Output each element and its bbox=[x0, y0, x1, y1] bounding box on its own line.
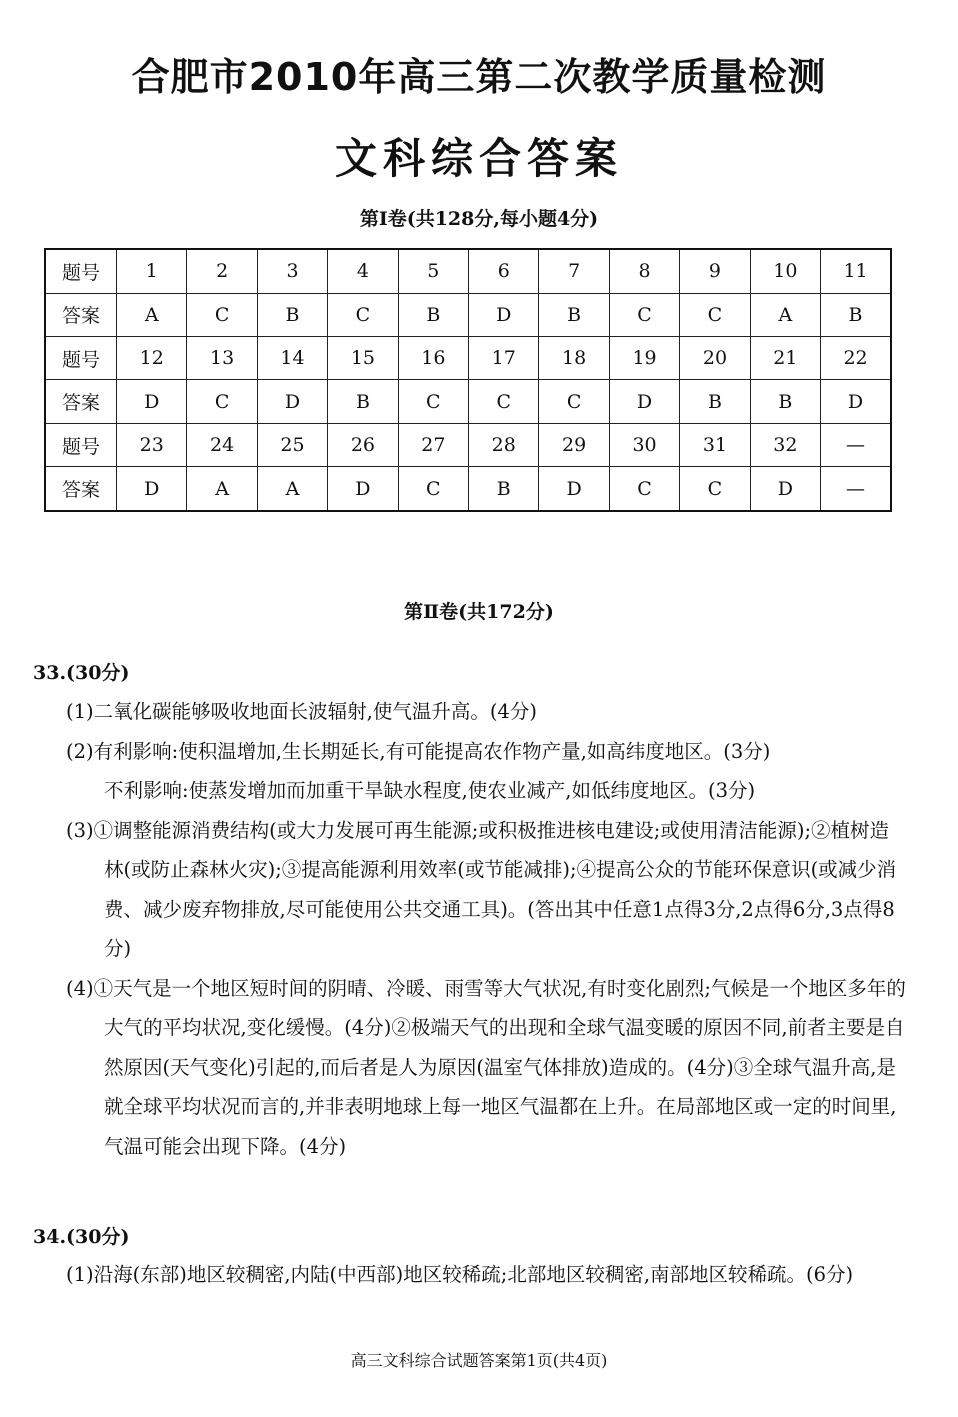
table-cell: B bbox=[328, 380, 398, 423]
q33-answer-2-favorable: (2)有利影响:使积温增加,生长期延长,有可能提高农作物产量,如高纬度地区。(3分) bbox=[66, 739, 771, 763]
table-cell: 26 bbox=[328, 423, 398, 466]
q34-answer-1: (1)沿海(东部)地区较稠密,内陆(中西部)地区较稀疏;北部地区较稠密,南部地区较稀疏。(6分) bbox=[66, 1263, 854, 1286]
row-label: 题号 bbox=[45, 249, 117, 293]
table-cell: D bbox=[257, 380, 327, 423]
table-cell: A bbox=[187, 467, 257, 511]
page-footer: 高三文科综合试题答案第1页(共4页) bbox=[350, 1351, 608, 1370]
table-cell: B bbox=[469, 467, 539, 511]
table-cell: 21 bbox=[750, 337, 820, 380]
table-cell: 8 bbox=[609, 249, 679, 293]
table-cell: B bbox=[680, 380, 750, 423]
table-cell: 20 bbox=[680, 337, 750, 380]
table-cell: 23 bbox=[117, 423, 187, 466]
page-subtitle: 文科综合答案 bbox=[334, 134, 623, 183]
table-cell: 2 bbox=[187, 249, 257, 293]
table-cell: C bbox=[680, 293, 750, 336]
table-cell: C bbox=[680, 467, 750, 511]
table-cell: 30 bbox=[609, 423, 679, 466]
row-label: 题号 bbox=[45, 337, 117, 380]
table-cell: 15 bbox=[328, 337, 398, 380]
answer-table bbox=[44, 248, 892, 512]
table-cell: A bbox=[117, 293, 187, 336]
table-cell: 32 bbox=[750, 423, 820, 466]
table-cell: — bbox=[821, 423, 891, 466]
table-cell: C bbox=[539, 380, 609, 423]
table-cell: 10 bbox=[750, 249, 820, 293]
table-cell: 1 bbox=[117, 249, 187, 293]
table-cell: — bbox=[821, 467, 891, 511]
table-row bbox=[45, 293, 891, 336]
table-cell: 18 bbox=[539, 337, 609, 380]
part1-heading: 第Ⅰ卷(共128分,每小题4分) bbox=[359, 208, 599, 230]
table-cell: D bbox=[117, 380, 187, 423]
row-label: 答案 bbox=[45, 380, 117, 423]
table-cell: C bbox=[187, 380, 257, 423]
table-cell: D bbox=[328, 467, 398, 511]
table-cell: B bbox=[539, 293, 609, 336]
row-label: 答案 bbox=[45, 467, 117, 511]
q34-answers bbox=[66, 1255, 908, 1295]
table-cell: A bbox=[257, 467, 327, 511]
table-cell: 6 bbox=[469, 249, 539, 293]
table-cell: 19 bbox=[609, 337, 679, 380]
table-cell: A bbox=[750, 293, 820, 336]
table-cell: 14 bbox=[257, 337, 327, 380]
table-cell: 12 bbox=[117, 337, 187, 380]
table-cell: 17 bbox=[469, 337, 539, 380]
table-cell: B bbox=[750, 380, 820, 423]
table-cell: 11 bbox=[821, 249, 891, 293]
table-cell: 22 bbox=[821, 337, 891, 380]
row-label: 题号 bbox=[45, 423, 117, 466]
table-cell: C bbox=[398, 380, 468, 423]
table-cell: D bbox=[609, 380, 679, 423]
q33-answers bbox=[66, 692, 908, 1166]
table-row bbox=[45, 249, 891, 293]
table-cell: D bbox=[539, 467, 609, 511]
table-cell: B bbox=[257, 293, 327, 336]
q33-answer-3: (3)①调整能源消费结构(或大力发展可再生能源;或积极推进核电建设;或使用清洁能源);②植树造林(或防止森林火灾);③提高能源利用效率(或节能减排);④提高公众的节能环保意识(或减少消费、减少废弃物排放,尽可能使用公共交通工具)。(答出其中任意1点得3分,2点得6分,3点得8分) bbox=[66, 818, 897, 960]
table-cell: 29 bbox=[539, 423, 609, 466]
q33-answer-2-unfavorable: 不利影响:使蒸发增加而加重干旱缺水程度,使农业减产,如低纬度地区。(3分) bbox=[104, 779, 756, 802]
q33-header: 33.(30分) bbox=[33, 662, 130, 684]
table-cell: D bbox=[469, 293, 539, 336]
table-cell: B bbox=[821, 293, 891, 336]
table-cell: D bbox=[750, 467, 820, 511]
table-cell: 4 bbox=[328, 249, 398, 293]
table-cell: 3 bbox=[257, 249, 327, 293]
table-cell: 31 bbox=[680, 423, 750, 466]
q33-answer-1: (1)二氧化碳能够吸收地面长波辐射,使气温升高。(4分) bbox=[66, 700, 537, 723]
table-cell: 7 bbox=[539, 249, 609, 293]
table-row bbox=[45, 380, 891, 423]
table-cell: C bbox=[609, 467, 679, 511]
table-cell: B bbox=[398, 293, 468, 336]
table-cell: C bbox=[609, 293, 679, 336]
table-cell: 25 bbox=[257, 423, 327, 466]
table-cell: D bbox=[821, 380, 891, 423]
table-cell: D bbox=[117, 467, 187, 511]
table-row bbox=[45, 467, 891, 511]
table-cell: 27 bbox=[398, 423, 468, 466]
table-row bbox=[45, 423, 891, 466]
q34-header: 34.(30分) bbox=[33, 1226, 130, 1248]
table-cell: 24 bbox=[187, 423, 257, 466]
table-cell: C bbox=[398, 467, 468, 511]
q33-answer-4: (4)①天气是一个地区短时间的阴晴、冷暖、雨雪等大气状况,有时变化剧烈;气候是一个地区多年的大气的平均状况,变化缓慢。(4分)②极端天气的出现和全球气温变暖的原因不同,前者主要是自然原因(天气变化)引起的,而后者是人为原因(温室气体排放)造成的。(4分)③全球气温升高,是就全球平均状况而言的,并非表明地球上每一地区气温都在上升。在局部地区或一定的时间里,气温可能会出现下降。(4分) bbox=[66, 976, 906, 1158]
page-title: 合肥市2010年高三第二次教学质量检测 bbox=[131, 55, 827, 99]
table-cell: 9 bbox=[680, 249, 750, 293]
part2-heading: 第Ⅱ卷(共172分) bbox=[404, 601, 554, 623]
table-cell: 16 bbox=[398, 337, 468, 380]
row-label: 答案 bbox=[45, 293, 117, 336]
table-cell: C bbox=[328, 293, 398, 336]
table-cell: 13 bbox=[187, 337, 257, 380]
table-cell: C bbox=[187, 293, 257, 336]
table-row bbox=[45, 337, 891, 380]
table-cell: 5 bbox=[398, 249, 468, 293]
table-cell: 28 bbox=[469, 423, 539, 466]
table-cell: C bbox=[469, 380, 539, 423]
